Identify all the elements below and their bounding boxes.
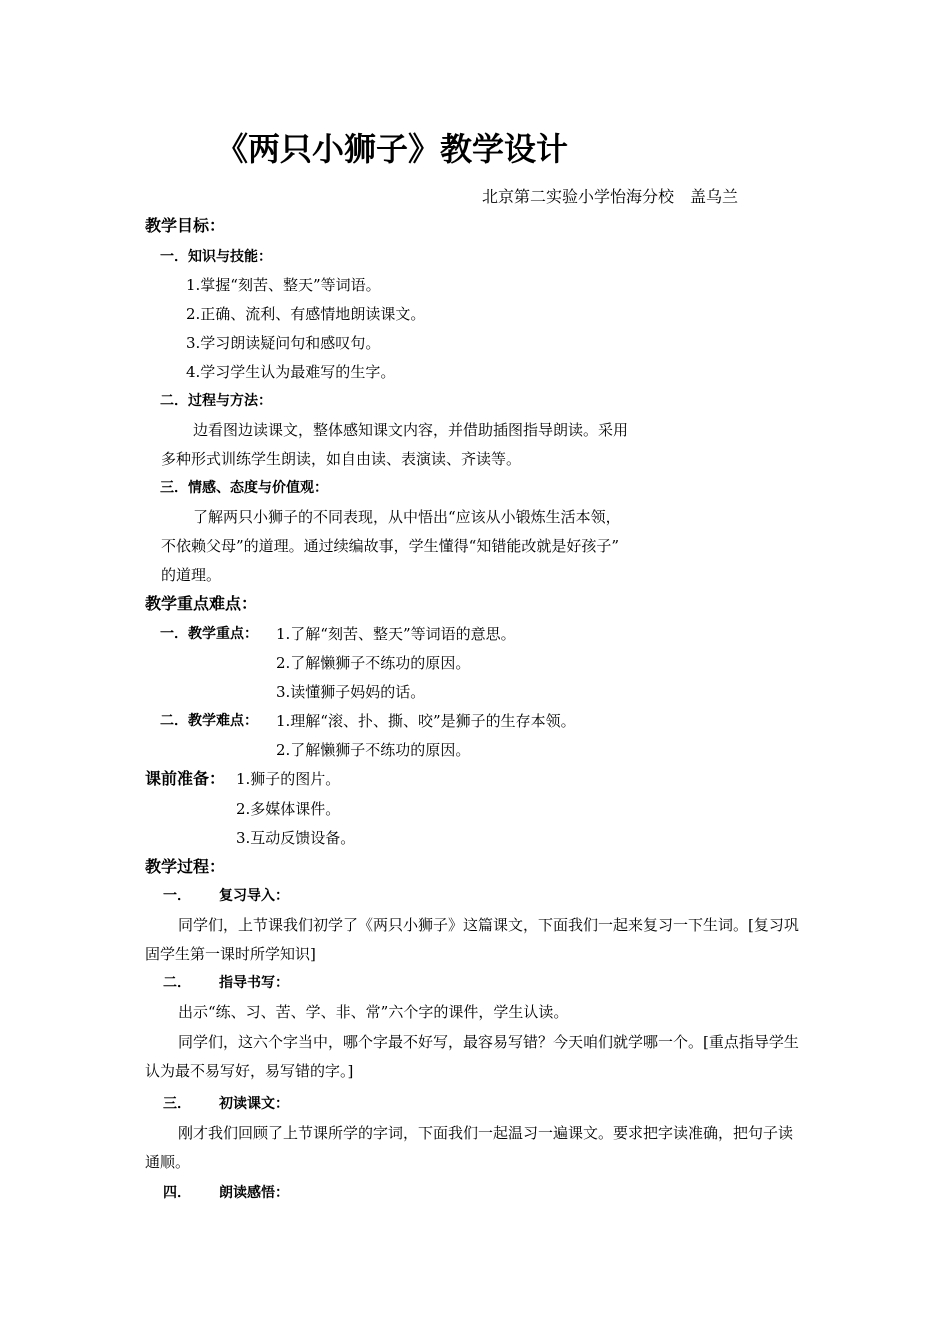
step-label: 复习导入： xyxy=(219,888,289,904)
keypoints-heading: 教学重点难点： xyxy=(145,594,258,613)
prep-item: 1.狮子的图片。 xyxy=(236,770,341,788)
focus-item: 2.了解懒狮子不练功的原因。 xyxy=(276,654,471,672)
process-heading: 教学过程： xyxy=(145,857,226,876)
goals-item: 4.学习学生认为最难写的生字。 xyxy=(186,363,396,381)
paragraph-line: 同学们，这六个字当中，哪个字最不好写，最容易写错？今天咱们就学哪一个。[重点指导学生 xyxy=(178,1033,799,1051)
step-label: 初读课文： xyxy=(219,1096,289,1112)
paragraph-line: 多种形式训练学生朗读，如自由读、表演读、齐读等。 xyxy=(161,450,522,468)
step-number: 四． xyxy=(163,1185,191,1201)
difficulty-item: 2.了解懒狮子不练功的原因。 xyxy=(276,741,471,759)
paragraph-line: 刚才我们回顾了上节课所学的字词，下面我们一起温习一遍课文。要求把字读准确，把句子读 xyxy=(178,1124,794,1142)
focus-item: 3.读懂狮子妈妈的话。 xyxy=(276,683,426,701)
paragraph-line: 出示“练、习、苦、学、非、常”六个字的课件，学生认读。 xyxy=(178,1003,569,1021)
goals-section-3-heading: 三．情感、态度与价值观： xyxy=(160,480,328,496)
prep-item: 3.互动反馈设备。 xyxy=(236,829,356,847)
author-line: 北京第二实验小学怡海分校 盖乌兰 xyxy=(482,187,739,206)
focus-label: 一．教学重点： xyxy=(160,626,258,642)
paragraph-line: 了解两只小狮子的不同表现，从中悟出“应该从小锻炼生活本领， xyxy=(193,508,621,526)
focus-item: 1.了解“刻苦、整天”等词语的意思。 xyxy=(276,625,516,643)
goals-item: 3.学习朗读疑问句和感叹句。 xyxy=(186,334,381,352)
paragraph-line: 的道理。 xyxy=(161,566,222,584)
goals-section-1-heading: 一．知识与技能： xyxy=(160,249,272,265)
prep-item: 2.多媒体课件。 xyxy=(236,800,341,818)
step-label: 朗读感悟： xyxy=(219,1185,289,1201)
goals-item: 1.掌握“刻苦、整天”等词语。 xyxy=(186,276,381,294)
paragraph-line: 同学们，上节课我们初学了《两只小狮子》这篇课文，下面我们一起来复习一下生词。[复习巩 xyxy=(178,916,799,934)
paragraph-line: 边看图边读课文，整体感知课文内容，并借助插图指导朗读。采用 xyxy=(193,421,629,439)
goals-heading: 教学目标： xyxy=(145,216,226,235)
step-number: 一． xyxy=(163,888,191,904)
prep-label: 课前准备： xyxy=(145,769,226,788)
document-title: 《两只小狮子》教学设计 xyxy=(216,130,569,168)
goals-section-2-heading: 二．过程与方法： xyxy=(160,393,272,409)
difficulty-item: 1.理解“滚、扑、撕、咬”是狮子的生存本领。 xyxy=(276,712,576,730)
step-label: 指导书写： xyxy=(219,975,289,991)
step-number: 三． xyxy=(163,1096,191,1112)
paragraph-line: 不依赖父母”的道理。通过续编故事，学生懂得“知错能改就是好孩子” xyxy=(161,537,620,555)
paragraph-line: 认为最不易写好，易写错的字。] xyxy=(145,1062,354,1080)
difficulty-label: 二．教学难点： xyxy=(160,713,258,729)
paragraph-line: 通顺。 xyxy=(145,1153,191,1171)
goals-item: 2.正确、流利、有感情地朗读课文。 xyxy=(186,305,426,323)
step-number: 二． xyxy=(163,975,191,991)
paragraph-line: 固学生第一课时所学知识] xyxy=(145,945,316,963)
